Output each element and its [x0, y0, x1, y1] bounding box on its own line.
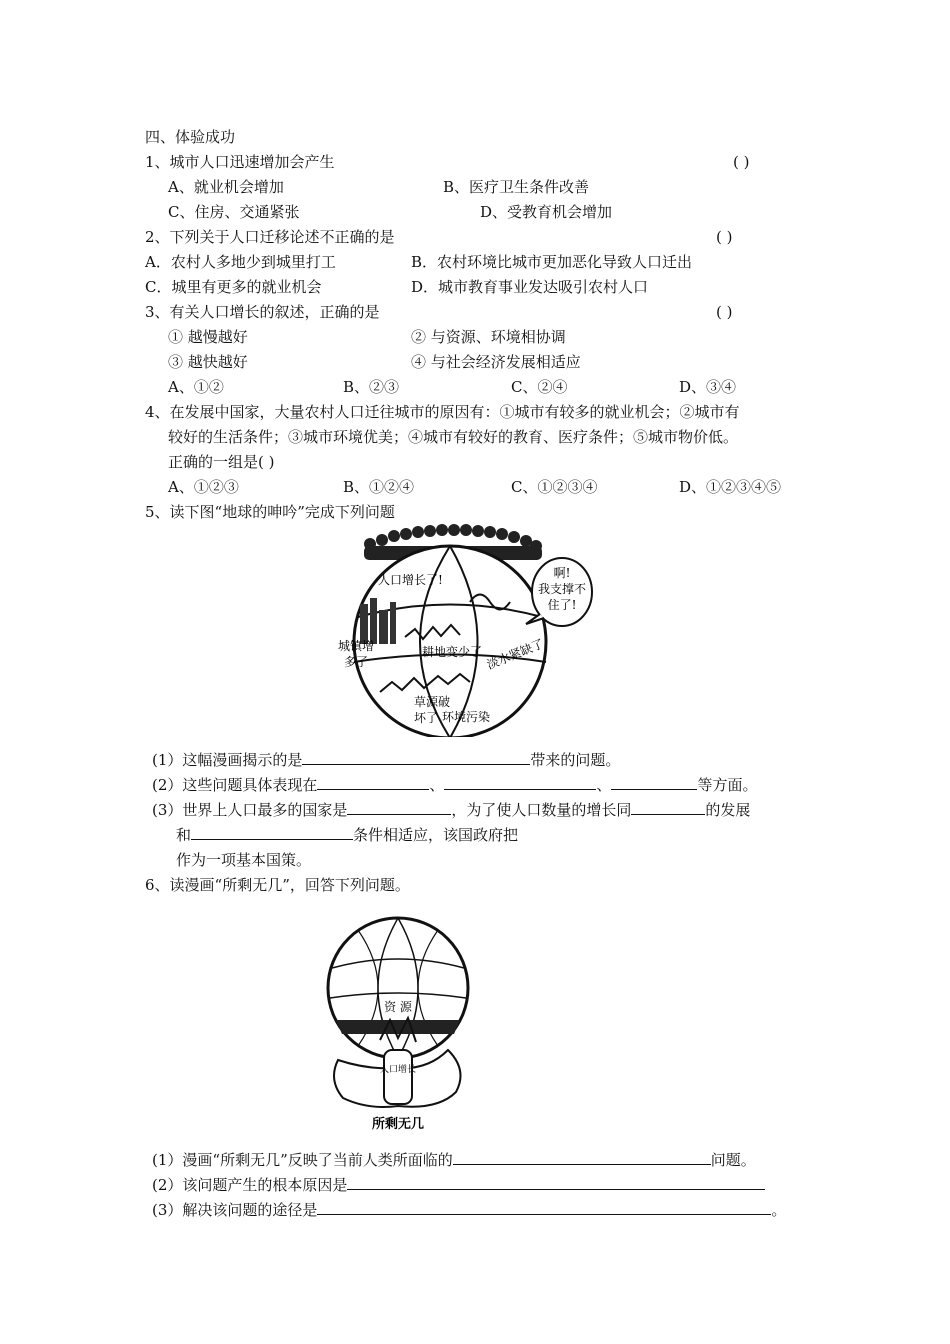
q4-option-d[interactable]: D、①②③④⑤ [679, 478, 782, 496]
q6-part3 [152, 1200, 786, 1220]
bubble-line2: 我支撑不 [537, 582, 587, 596]
q5-part3-suffix: 条件相适应，该国政府把 [353, 826, 519, 844]
q6-part3-prefix: (3）解决该问题的途径是 [152, 1201, 318, 1219]
q1-option-a[interactable]: A、就业机会增加 [168, 178, 284, 196]
q6-part2 [152, 1175, 765, 1195]
q1-option-b[interactable]: B、医疗卫生条件改善 [443, 178, 590, 196]
little-left-illustration [318, 910, 478, 1135]
q5-stem: 5、读下图“地球的呻吟”完成下列问题 [145, 503, 395, 521]
q5-part2 [152, 775, 757, 795]
q5-part2-sep1: 、 [429, 776, 445, 794]
label-farmland-shrinks: 耕地变少了 [422, 645, 483, 659]
q5-part2-suffix: 等方面。 [697, 776, 758, 794]
q6-part2-prefix: (2）该问题产生的根本原因是 [152, 1176, 348, 1194]
q6-part1-suffix: 问题。 [710, 1151, 756, 1169]
q3-option-b[interactable]: B、②③ [343, 378, 400, 396]
q4-stem-line1: 4、在发展中国家，大量农村人口迁往城市的原因有：①城市有较多的就业机会；②城市有 [145, 403, 740, 421]
q2-option-d[interactable]: D．城市教育事业发达吸引农村人口 [411, 278, 649, 296]
label-towns-line2: 多了 [344, 655, 369, 669]
q3-stem: 3、有关人口增长的叙述，正确的是 [145, 303, 380, 321]
q6-part3-blank[interactable] [317, 1200, 771, 1215]
q4-option-b[interactable]: B、①②④ [343, 478, 415, 496]
q1-stem: 1、城市人口迅速增加会产生 [145, 153, 335, 171]
q5-part3 [152, 800, 750, 820]
q6-part1-blank[interactable] [453, 1150, 711, 1165]
q3-option-d[interactable]: D、③④ [679, 378, 737, 396]
label-pollution: 环境污染 [442, 710, 491, 724]
q1-option-c[interactable]: C、住房、交通紧张 [168, 203, 300, 221]
label-grassland-line2: 坏了 [414, 711, 439, 725]
label-population-growth: 人口增长了! [378, 573, 443, 587]
q1-answer-paren[interactable]: ( ) [733, 153, 750, 171]
q3-statement-4: ④ 与社会经济发展相适应 [411, 353, 581, 371]
q5-part1-prefix: (1）这幅漫画揭示的是 [152, 751, 303, 769]
q1-option-d[interactable]: D、受教育机会增加 [480, 203, 613, 221]
q5-part2-blank1[interactable] [317, 775, 429, 790]
label-population-growth-tag: 人口增长 [379, 1065, 417, 1075]
q3-answer-paren[interactable]: ( ) [716, 303, 733, 321]
q5-part3-line3: 作为一项基本国策。 [176, 851, 312, 869]
q5-part3-line2 [176, 825, 518, 845]
cartoon-caption: 所剩无几 [371, 1117, 425, 1132]
label-towns-line1: 城镇增 [338, 639, 375, 653]
q4-stem-line2: 较好的生活条件；③城市环境优美；④城市有较好的教育、医疗条件；⑤城市物价低。 [168, 428, 739, 446]
q2-option-b[interactable]: B．农村环境比城市更加恶化导致人口迁出 [411, 253, 693, 271]
q5-part1-blank[interactable] [302, 750, 530, 765]
q6-part1-prefix: (1）漫画“所剩无几”反映了当前人类所面临的 [152, 1151, 453, 1169]
q2-answer-paren[interactable]: ( ) [716, 228, 733, 246]
q3-statement-1: ① 越慢越好 [168, 328, 248, 346]
q5-part2-prefix: (2）这些问题具体表现在 [152, 776, 318, 794]
q3-statement-3: ③ 越快越好 [168, 353, 248, 371]
q5-part2-blank3[interactable] [611, 775, 697, 790]
q5-part2-blank2[interactable] [444, 775, 596, 790]
q2-option-a[interactable]: A．农村人多地少到城里打工 [145, 253, 336, 271]
q5-part3-tail: 的发展 [705, 801, 751, 819]
label-freshwater-scarce: 淡水紧缺了 [484, 636, 546, 672]
earth-groan-illustration [330, 522, 600, 737]
q3-statement-2: ② 与资源、环境相协调 [411, 328, 566, 346]
q2-option-c[interactable]: C．城里有更多的就业机会 [145, 278, 322, 296]
q5-part1 [152, 750, 620, 770]
q6-stem: 6、读漫画“所剩无几”，回答下列问题。 [145, 876, 410, 894]
q6-part2-blank[interactable] [347, 1175, 765, 1190]
section-title: 四、体验成功 [145, 128, 236, 146]
q5-part3-mid: ，为了使人口数量的增长同 [451, 801, 632, 819]
bubble-line1: 啊! [553, 566, 571, 580]
q5-part3-blank3[interactable] [191, 825, 353, 840]
q3-option-a[interactable]: A、①② [168, 378, 224, 396]
q4-option-a[interactable]: A、①②③ [168, 478, 239, 496]
bubble-line3: 住了! [547, 598, 577, 612]
q2-stem: 2、下列关于人口迁移论述不正确的是 [145, 228, 395, 246]
q4-option-c[interactable]: C、①②③④ [511, 478, 598, 496]
q5-part3-blank1[interactable] [347, 800, 451, 815]
q3-option-c[interactable]: C、②④ [511, 378, 568, 396]
q6-part3-suffix: 。 [771, 1201, 787, 1219]
q5-part3-blank2[interactable] [631, 800, 705, 815]
q5-part3-and: 和 [176, 826, 192, 844]
label-resources: 资 源 [384, 1000, 412, 1014]
q5-part2-sep2: 、 [596, 776, 612, 794]
q4-stem-line3: 正确的一组是( ) [168, 453, 275, 471]
q6-part1 [152, 1150, 756, 1170]
q5-part3-prefix: (3）世界上人口最多的国家是 [152, 801, 348, 819]
label-grassland-line1: 草源破 [414, 695, 451, 709]
q5-part1-suffix: 带来的问题。 [530, 751, 621, 769]
